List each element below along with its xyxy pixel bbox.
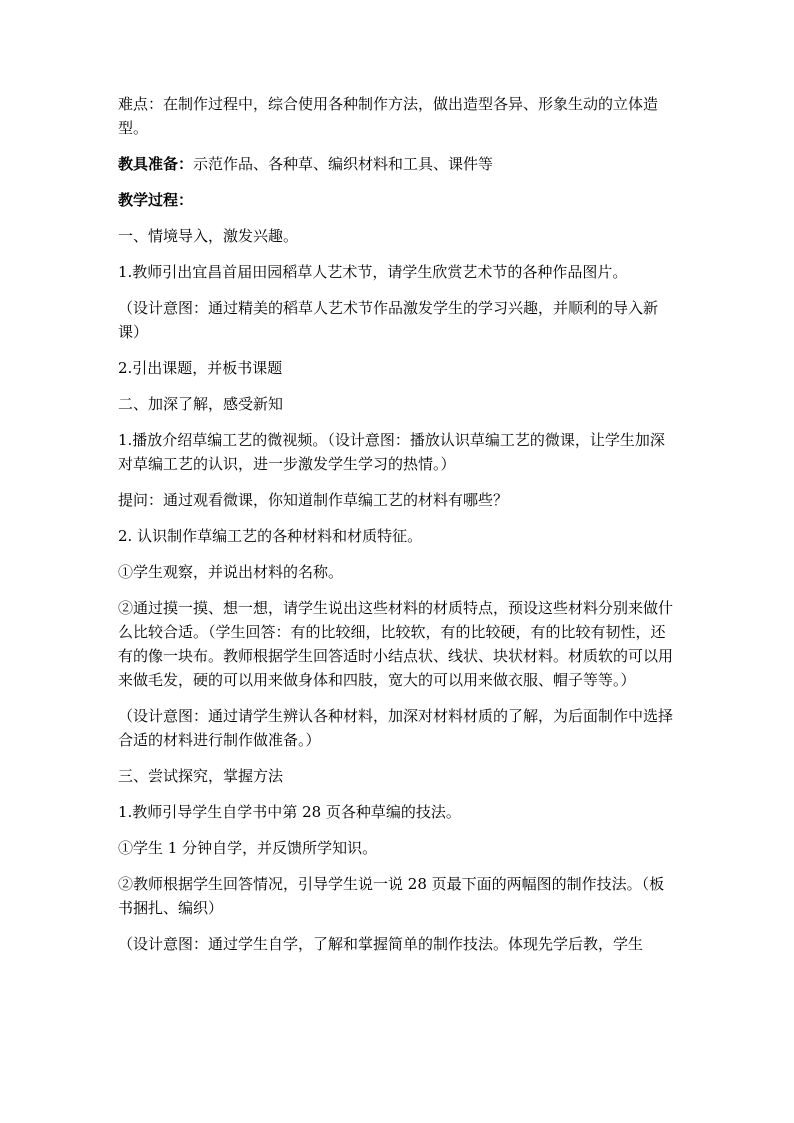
paragraph-3-1: 1.教师引导学生自学书中第 28 页各种草编的技法。	[118, 803, 461, 821]
paragraph-2-2: 2. 认识制作草编工艺的各种材料和材质特征。	[118, 527, 423, 545]
document-page	[118, 92, 678, 968]
paragraph-design-intent-3: （设计意图：通过学生自学，了解和掌握简单的制作技法。体现先学后教，学生	[118, 935, 644, 953]
paragraph-2-2-b: ②通过摸一摸、想一想，请学生说出这些材料的材质特点，预设这些材料分别来做什么比较合适。（学生回答：有的比较细，比较软，有的比较硬，有的比较有韧性，还有的像一块布。教师根据学生回答适时小结点状、线状、块状材料。材质软的可以用来做毛发，硬的可以用来做身体和四肢，宽大的可以用来做衣服、帽子等等。）	[118, 599, 674, 689]
teaching-aids-text: 示范作品、各种草、编织材料和工具、课件等	[193, 155, 494, 173]
paragraph-design-intent-1: （设计意图：通过精美的稻草人艺术节作品激发学生的学习兴趣，并顺利的导入新课）	[118, 299, 659, 341]
paragraph-2-1: 1.播放介绍草编工艺的微视频。（设计意图：播放认识草编工艺的微课，让学生加深对草编工艺的认识，进一步激发学生学习的热情。）	[118, 431, 665, 473]
paragraph-1-1: 1.教师引出宜昌首届田园稻草人艺术节，请学生欣赏艺术节的各种作品图片。	[118, 263, 628, 281]
paragraph-process-heading: 教学过程：	[118, 191, 194, 209]
paragraph-question: 提问：通过观看微课，你知道制作草编工艺的材料有哪些？	[118, 491, 509, 509]
section-heading-3: 三、尝试探究，掌握方法	[118, 767, 284, 785]
section-heading-2: 二、加深了解，感受新知	[118, 395, 284, 413]
paragraph-3-1-b: ②教师根据学生回答情况，引导学生说一说 28 页最下面的两幅图的制作技法。（板书捆扎、编织）	[118, 875, 665, 917]
section-heading-1: 一、情境导入，激发兴趣。	[118, 227, 299, 245]
paragraph-teaching-aids	[118, 152, 678, 176]
paragraph-difficulty: 难点：在制作过程中，综合使用各种制作方法，做出造型各异、形象生动的立体造型。	[118, 95, 659, 137]
paragraph-design-intent-2: （设计意图：通过请学生辨认各种材料，加深对材料材质的了解，为后面制作中选择合适的材料进行制作做准备。）	[118, 707, 674, 749]
teaching-aids-label: 教具准备：	[118, 155, 194, 173]
paragraph-3-1-a: ①学生 1 分钟自学，并反馈所学知识。	[118, 839, 378, 857]
paragraph-2-2-a: ①学生观察，并说出材料的名称。	[118, 563, 344, 581]
paragraph-1-2: 2.引出课题，并板书课题	[118, 359, 283, 377]
